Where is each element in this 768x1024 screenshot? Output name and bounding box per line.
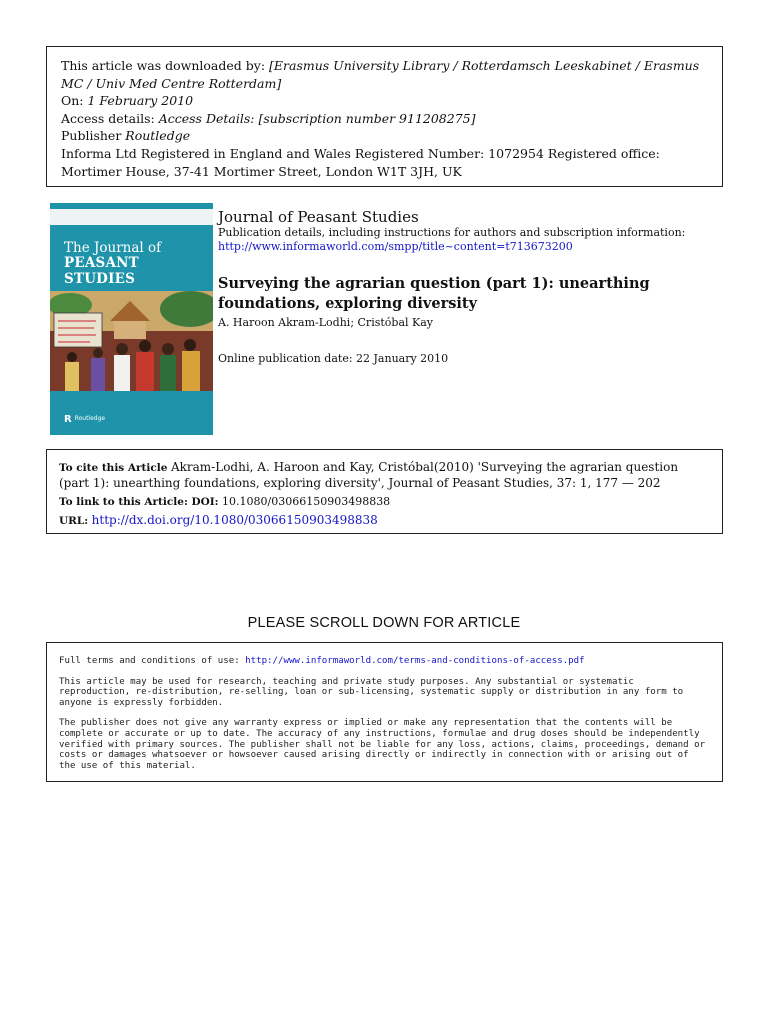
scroll-down-banner: PLEASE SCROLL DOWN FOR ARTICLE (247, 615, 521, 631)
online-publication-date: Online publication date: 22 January 2010 (218, 352, 449, 365)
doi-url-link[interactable]: http://dx.doi.org/10.1080/03066150903498838 (91, 513, 378, 527)
doi-line (59, 494, 710, 510)
publication-details-link[interactable]: http://www.informaworld.com/smpp/title~content=t713673200 (218, 240, 573, 253)
publisher-value: Routledge (125, 128, 191, 144)
download-date-value: 1 February 2010 (87, 93, 194, 109)
publisher-logo: R Routledge (64, 414, 106, 425)
terms-paragraph-usage: This article may be used for research, teaching and private study purposes. Any substantial or systematic reproduction, re-distribution, re-selling, loan or sub-licensing, systematic supply or distribution in any form to anyone is expressly forbidden. (59, 676, 684, 708)
doi-value: 10.1080/03066150903498838 (222, 495, 391, 508)
terms-box (46, 642, 723, 782)
downloaded-by-label: This article was downloaded by: (61, 58, 266, 73)
publisher-label: Publisher (61, 128, 122, 144)
download-date-label: On: (61, 93, 84, 109)
cover-title-line2: PEASANT STUDIES (64, 255, 139, 287)
full-terms-line (59, 656, 710, 667)
journal-title: Journal of Peasant Studies (218, 208, 419, 226)
article-authors: A. Haroon Akram-Lodhi; Cristóbal Kay (218, 316, 434, 329)
cover-top-strip (50, 209, 213, 225)
download-date-line (61, 92, 708, 110)
cover-illustration (50, 291, 213, 391)
terms-paragraph-disclaimer: The publisher does not give any warranty express or implied or make any representation that the contents will be complete or accurate or up to date. The accuracy of any instructions, formulae and drug doses should be independently verified with primary sources. The publisher shall not be liable for any loss, actions, claims, proceedings, demand or costs or damages whatsoever or howsoever caused arising directly or indirectly in connection with or arising out of the use of this material. (59, 718, 706, 771)
downloaded-by-line (61, 57, 708, 92)
citation-box (46, 449, 723, 534)
citation-line (59, 460, 710, 491)
cover-title-line1: The Journal of (64, 240, 162, 256)
article-title: Surveying the agrarian question (part 1): unearthing foundations, exploring diversity (218, 275, 650, 312)
access-details-line (61, 110, 708, 128)
routledge-r-icon: R (64, 414, 72, 425)
link-label: To link to this Article: DOI: (59, 496, 219, 508)
publication-details: Publication details, including instructions for authors and subscription information: (218, 226, 686, 239)
cite-text: Akram-Lodhi, A. Haroon and Kay, Cristóbal(2010) 'Surveying the agrarian question (part 1): unearthing foundations, exploring diversity', Journal of Peasant Studies, 37: 1, 177 — 202 (59, 460, 679, 490)
downloaded-by-value: [Erasmus University Library / Rotterdamsch Leeskabinet / Erasmus MC / Univ Med Centre Rotterdam] (61, 58, 700, 91)
publisher-line (61, 127, 708, 145)
url-label: URL: (59, 515, 89, 527)
registration-info: Informa Ltd Registered in England and Wales Registered Number: 1072954 Registered office: Mortimer House, 37-41 Mortimer Street, London W1T 3JH, UK (61, 145, 660, 179)
download-info-box (46, 46, 723, 187)
access-details-label: Access details: (61, 110, 155, 126)
full-terms-label: Full terms and conditions of use: (59, 656, 240, 666)
article-info (218, 208, 718, 366)
journal-cover-image (50, 203, 213, 435)
url-line (59, 513, 710, 529)
access-details-value: Access Details: [subscription number 911208275] (158, 110, 476, 126)
full-terms-link[interactable]: http://www.informaworld.com/terms-and-conditions-of-access.pdf (245, 656, 585, 666)
cite-label: To cite this Article (59, 462, 168, 474)
